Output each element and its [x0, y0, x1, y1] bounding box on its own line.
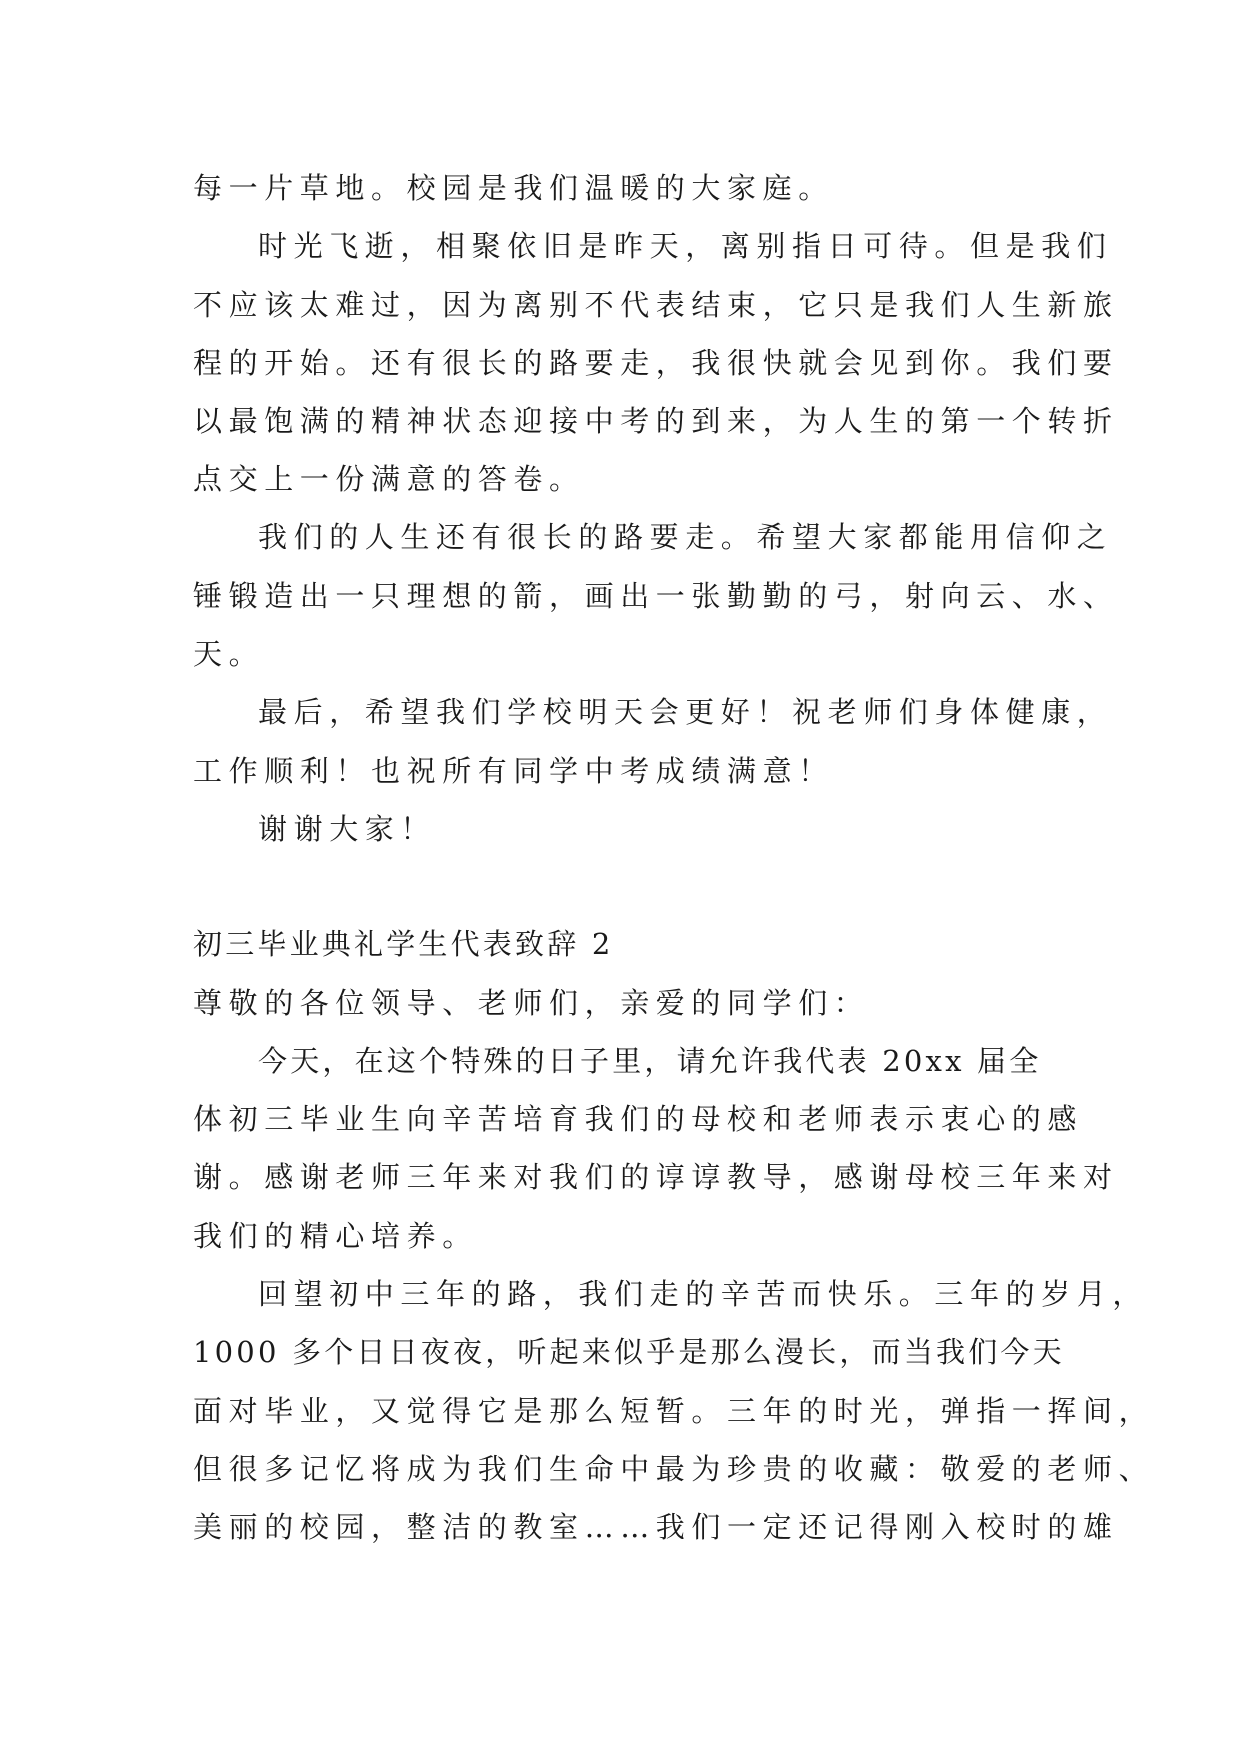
text-line: 以最饱满的精神状态迎接中考的到来，为人生的第一个转折	[193, 404, 1119, 438]
text-line: 每一片草地。校园是我们温暖的大家庭。	[193, 171, 834, 205]
text-line: 工作顺利！也祝所有同学中考成绩满意！	[193, 754, 834, 788]
text-line: 体初三毕业生向辛苦培育我们的母校和老师表示衷心的感	[193, 1102, 1084, 1136]
text-line: 点交上一份满意的答卷。	[193, 462, 585, 496]
text-line: 最后，希望我们学校明天会更好！祝老师们身体健康，	[258, 695, 1113, 729]
text-line: 但很多记忆将成为我们生命中最为珍贵的收藏：敬爱的老师、	[193, 1452, 1155, 1486]
text-line: 今天，在这个特殊的日子里，请允许我代表 20xx 届全	[258, 1044, 1042, 1078]
text-line: 程的开始。还有很长的路要走，我很快就会见到你。我们要	[193, 346, 1119, 380]
text-line: 不应该太难过，因为离别不代表结束，它只是我们人生新旅	[193, 288, 1119, 322]
text-line: 面对毕业，又觉得它是那么短暂。三年的时光，弹指一挥间，	[193, 1394, 1155, 1428]
text-line: 天。	[193, 637, 265, 671]
text-line: 锤锻造出一只理想的箭，画出一张勤勤的弓，射向云、水、	[193, 579, 1119, 613]
text-line: 我们的人生还有很长的路要走。希望大家都能用信仰之	[258, 520, 1113, 554]
salutation: 尊敬的各位领导、老师们，亲爱的同学们：	[193, 986, 870, 1020]
text-line: 谢谢大家！	[258, 812, 437, 846]
text-line: 我们的精心培养。	[193, 1219, 478, 1253]
text-line: 回望初中三年的路，我们走的辛苦而快乐。三年的岁月，	[258, 1277, 1149, 1311]
text-line: 时光飞逝，相聚依旧是昨天，离别指日可待。但是我们	[258, 229, 1113, 263]
text-line: 谢。感谢老师三年来对我们的谆谆教导，感谢母校三年来对	[193, 1160, 1119, 1194]
text-line: 1000 多个日日夜夜，听起来似乎是那么漫长，而当我们今天	[193, 1335, 1065, 1369]
section-title: 初三毕业典礼学生代表致辞 2	[193, 927, 614, 961]
text-line: 美丽的校园，整洁的教室……我们一定还记得刚入校时的雄	[193, 1510, 1119, 1544]
